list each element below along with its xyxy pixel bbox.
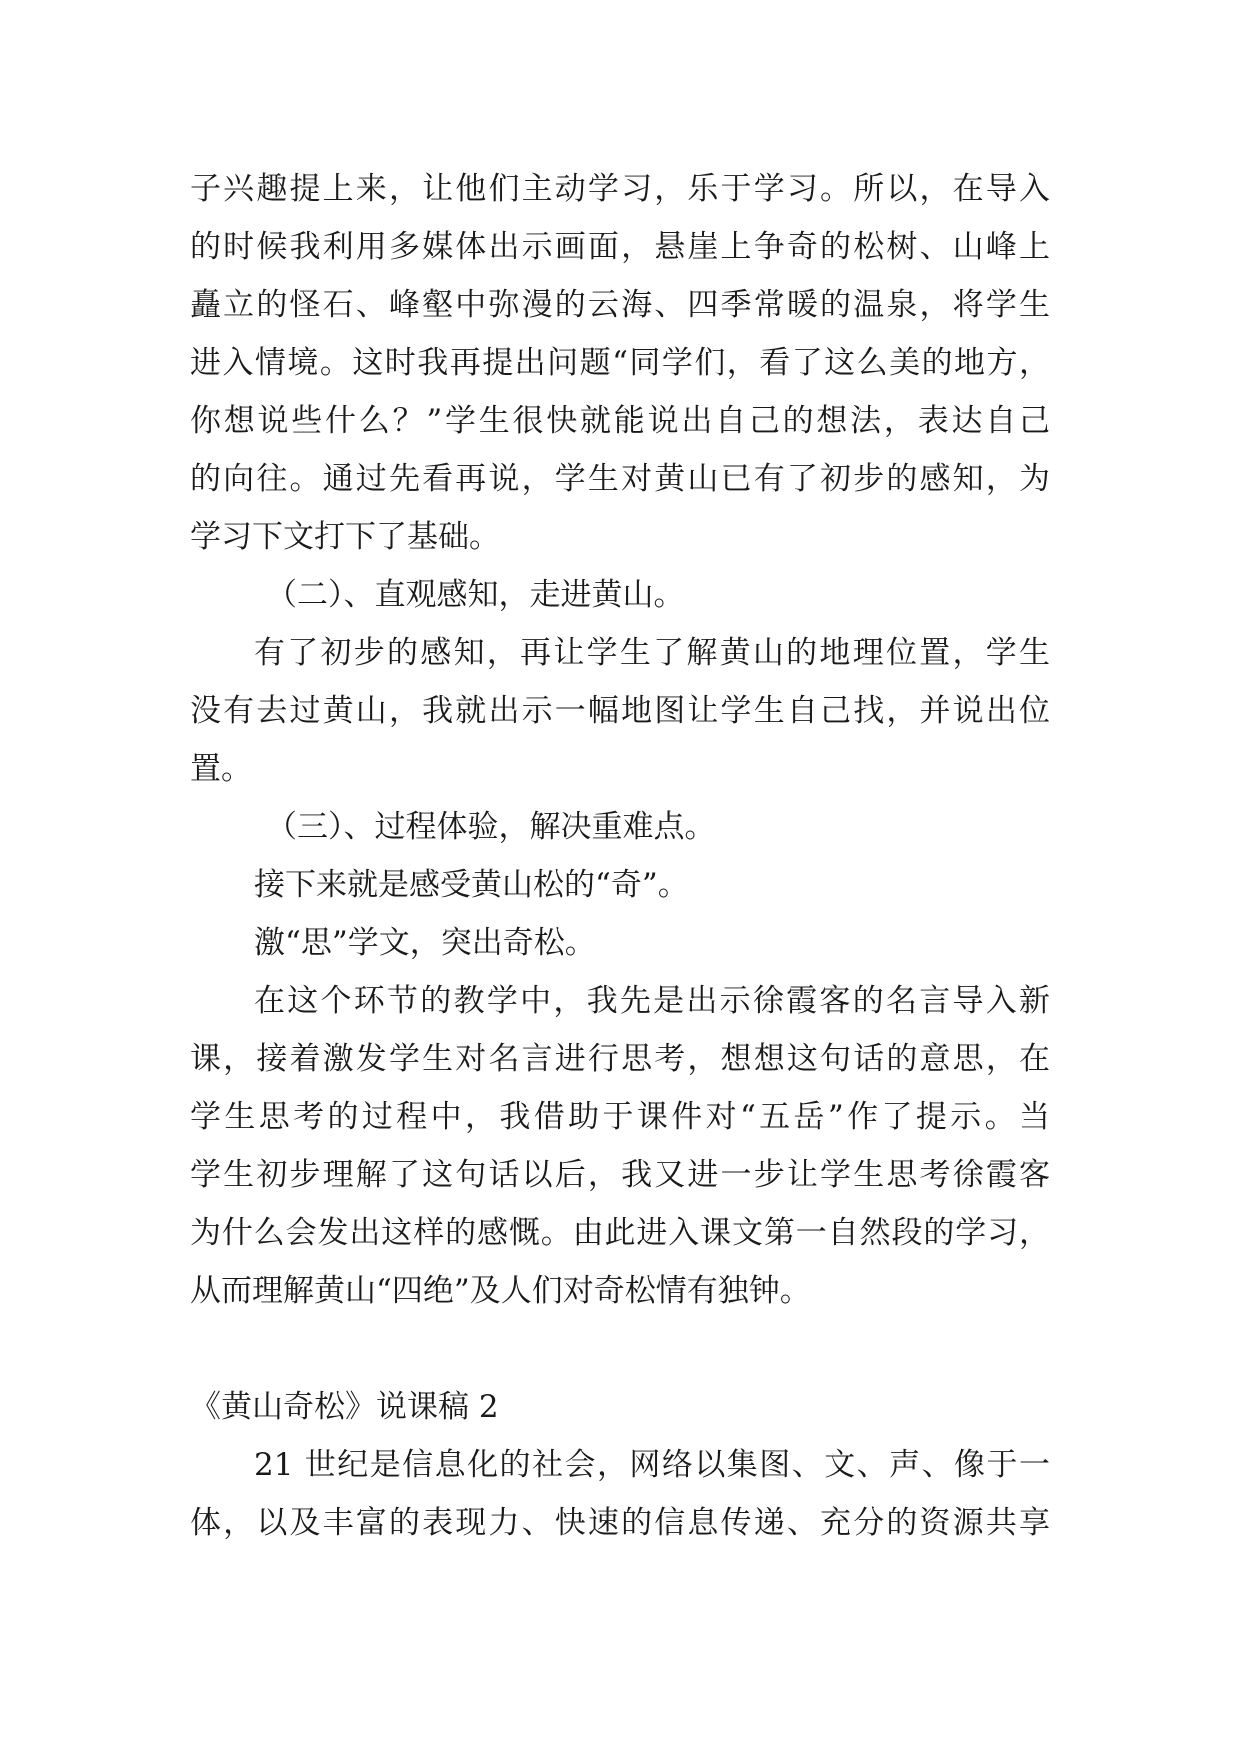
text-line: 为什么会发出这样的感慨。由此进入课文第一自然段的学习，: [190, 1215, 1050, 1251]
text-line: 课，接着激发学生对名言进行思考，想想这句话的意思，在: [190, 1041, 1050, 1077]
text-line: 学习下文打下了基础。: [190, 519, 500, 555]
text-line: 的时候我利用多媒体出示画面，悬崖上争奇的松树、山峰上: [190, 229, 1050, 265]
paragraph-intro: [190, 160, 1050, 566]
text-line-next: 接下来就是感受黄山松的“奇”。: [254, 867, 689, 903]
text-line: 从而理解黄山“四绝”及人们对奇松情有独钟。: [190, 1273, 811, 1309]
text-line: 21 世纪是信息化的社会，网络以集图、文、声、像于一: [254, 1447, 1050, 1483]
paragraph-teaching: [190, 972, 1050, 1320]
text-line: 置。: [190, 751, 252, 787]
document-body: [190, 160, 1050, 1552]
section-heading-3: （三）、过程体验，解决重难点。: [266, 809, 716, 845]
paragraph-info-age: [190, 1436, 1050, 1552]
document-title-2: 《黄山奇松》说课稿 2: [190, 1389, 499, 1425]
section-gap: [190, 1320, 1050, 1378]
text-line: 没有去过黄山，我就出示一幅地图让学生自己找，并说出位: [190, 693, 1050, 729]
text-line: 矗立的怪石、峰壑中弥漫的云海、四季常暖的温泉，将学生: [190, 287, 1050, 323]
text-line: 你想说些什么？”学生很快就能说出自己的想法，表达自己: [190, 403, 1050, 439]
section-heading-2: （二）、直观感知，走进黄山。: [266, 577, 685, 613]
text-line: 子兴趣提上来，让他们主动学习，乐于学习。所以，在导入: [190, 171, 1050, 207]
text-line: 的向往。通过先看再说，学生对黄山已有了初步的感知，为: [190, 461, 1050, 497]
text-line: 体，以及丰富的表现力、快速的信息传递、充分的资源共享: [190, 1505, 1050, 1541]
text-line: 在这个环节的教学中，我先是出示徐霞客的名言导入新: [254, 983, 1050, 1019]
paragraph-map: [190, 624, 1050, 798]
text-line-think: 激“思”学文，突出奇松。: [254, 925, 596, 961]
text-line: 学生思考的过程中，我借助于课件对“五岳”作了提示。当: [190, 1099, 1050, 1135]
text-line: 进入情境。这时我再提出问题“同学们，看了这么美的地方，: [190, 345, 1050, 381]
text-line: 学生初步理解了这句话以后，我又进一步让学生思考徐霞客: [190, 1157, 1050, 1193]
text-line: 有了初步的感知，再让学生了解黄山的地理位置，学生: [254, 635, 1050, 671]
